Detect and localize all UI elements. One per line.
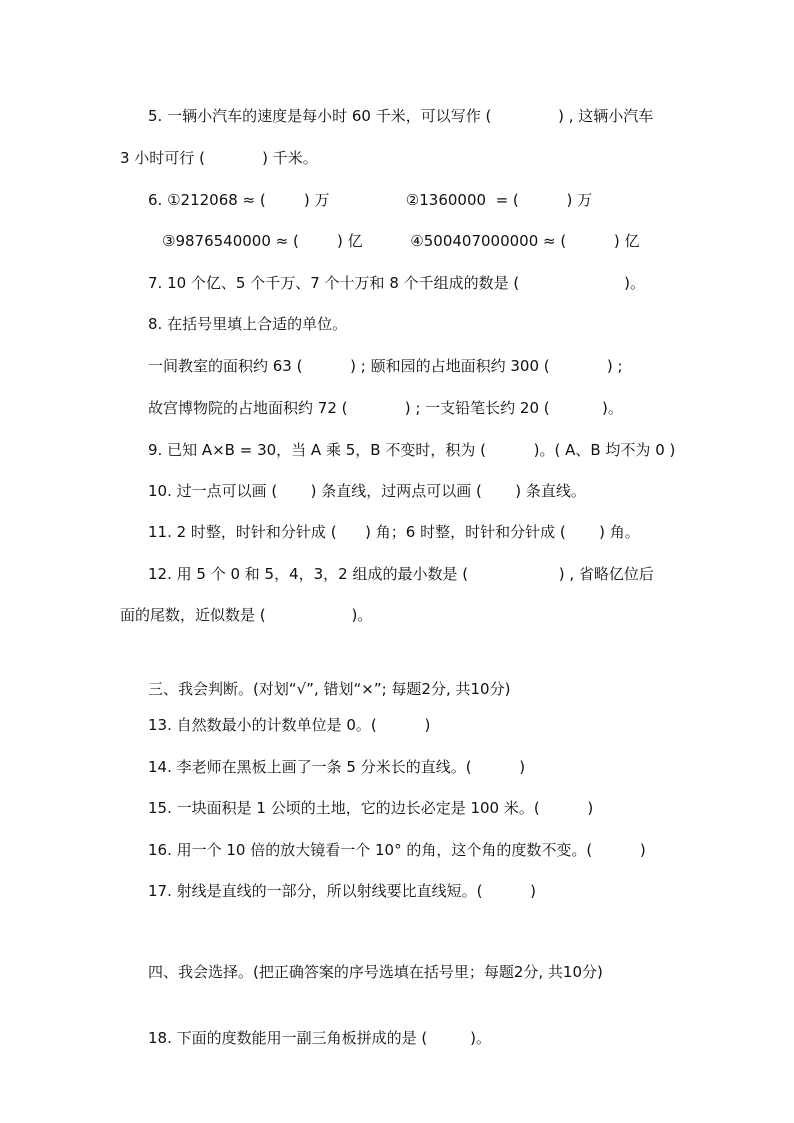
section-4-heading: 四、我会选择。(把正确答案的序号选填在括号里；每题2分, 共10分) xyxy=(148,963,603,981)
question-8-line-2: 一间教室的面积约 63 ( ) ; 颐和园的占地面积约 300 ( ) ; xyxy=(148,357,623,375)
question-13: 13. 自然数最小的计数单位是 0。( ) xyxy=(148,716,431,734)
question-11: 11. 2 时整，时针和分针成 ( ) 角；6 时整，时针和分针成 ( ) 角。 xyxy=(148,523,640,541)
question-5-line-1: 5. 一辆小汽车的速度是每小时 60 千米，可以写作 ( ) , 这辆小汽车 xyxy=(148,107,654,125)
question-17: 17. 射线是直线的一部分，所以射线要比直线短。( ) xyxy=(148,882,537,900)
question-5-line-2: 3 小时可行 ( ) 千米。 xyxy=(120,149,318,167)
question-12-line-1: 12. 用 5 个 0 和 5，4，3，2 组成的最小数是 ( ) , 省略亿位后 xyxy=(148,565,654,583)
question-12-line-2: 面的尾数，近似数是 ( )。 xyxy=(120,606,373,624)
question-7: 7. 10 个亿、5 个千万、7 个十万和 8 个千组成的数是 ( )。 xyxy=(148,274,646,292)
question-14: 14. 李老师在黑板上画了一条 5 分米长的直线。( ) xyxy=(148,758,526,776)
question-10: 10. 过一点可以画 ( ) 条直线，过两点可以画 ( ) 条直线。 xyxy=(148,482,586,500)
question-6-line-2: ③9876540000 ≈ ( ) 亿 ④500407000000 ≈ ( ) 亿 xyxy=(162,232,640,250)
question-6-line-1: 6. ①212068 ≈ ( ) 万 ②1360000 = ( ) 万 xyxy=(148,191,593,209)
question-18: 18. 下面的度数能用一副三角板拼成的是 ( )。 xyxy=(148,1029,492,1047)
question-8-line-3: 故宫博物院的占地面积约 72 ( ) ; 一支铅笔长约 20 ( )。 xyxy=(148,399,623,417)
question-9: 9. 已知 A×B = 30，当 A 乘 5，B 不变时，积为 ( )。( A、B 均不为 0 ) xyxy=(148,441,676,459)
question-8-line-1: 8. 在括号里填上合适的单位。 xyxy=(148,315,348,333)
question-16: 16. 用一个 10 倍的放大镜看一个 10° 的角，这个角的度数不变。( ) xyxy=(148,841,646,859)
section-3-heading: 三、我会判断。(对划“√”, 错划“×”; 每题2分, 共10分) xyxy=(148,680,511,698)
question-15: 15. 一块面积是 1 公顷的土地，它的边长必定是 100 米。( ) xyxy=(148,799,594,817)
